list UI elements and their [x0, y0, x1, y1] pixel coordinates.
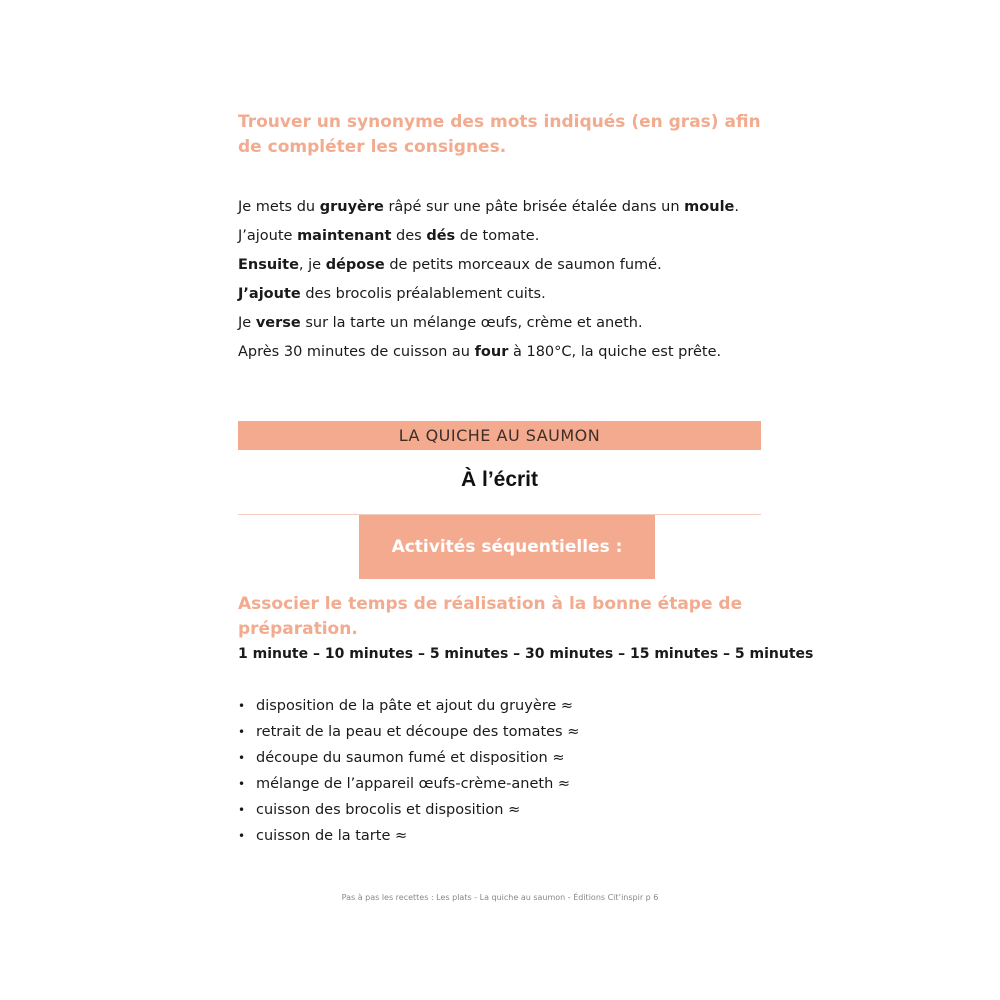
sentence-row [238, 196, 798, 225]
bold-word: Ensuite [238, 257, 299, 273]
sentence-text: sur la tarte un mélange œufs, crème et aneth. [300, 315, 643, 331]
exercise2-instruction: Associer le temps de réalisation à la bonne étape de préparation. [238, 594, 743, 639]
bullet-icon: • [238, 803, 246, 817]
bold-word: maintenant [297, 228, 392, 244]
section-title-box: Activités séquentielles : [359, 515, 655, 579]
step-item [238, 773, 579, 799]
exercise1-instruction: Trouver un synonyme des mots indiqués (en gras) afin de compléter les consignes. [238, 112, 761, 157]
step-text: disposition de la pâte et ajout du gruyère ≈ [256, 698, 574, 714]
step-item [238, 747, 579, 773]
sentence-row [238, 341, 798, 370]
sentence-row [238, 312, 798, 341]
sentence-text: Je [238, 315, 256, 331]
sentence-text: . [734, 199, 739, 215]
step-item [238, 825, 579, 851]
bold-word: dépose [325, 257, 385, 273]
bullet-icon: • [238, 777, 246, 791]
step-item [238, 721, 579, 747]
sentence-row [238, 225, 798, 254]
page-subtitle: À l’écrit [460, 468, 539, 491]
step-text: mélange de l’appareil œufs-crème-aneth ≈ [256, 776, 571, 792]
step-text: découpe du saumon fumé et disposition ≈ [256, 750, 565, 766]
steps-list [238, 695, 579, 851]
exercise1-sentences [238, 196, 798, 370]
bullet-icon: • [238, 699, 246, 713]
sentence-text: Je mets du [238, 199, 320, 215]
sentence-row [238, 254, 798, 283]
sentence-text: râpé sur une pâte brisée étalée dans un [383, 199, 685, 215]
recipe-banner: LA QUICHE AU SAUMON [238, 421, 761, 450]
bold-word: gruyère [319, 199, 384, 215]
bold-word: J’ajoute [238, 286, 301, 302]
sentence-text: des [391, 228, 427, 244]
sentence-text: des brocolis préalablement cuits. [300, 286, 546, 302]
bold-word: moule [684, 199, 735, 215]
step-item [238, 799, 579, 825]
sentence-text: J’ajoute [238, 228, 298, 244]
step-item [238, 695, 579, 721]
bullet-icon: • [238, 829, 246, 843]
step-text: cuisson de la tarte ≈ [256, 828, 408, 844]
sentence-text: de petits morceaux de saumon fumé. [384, 257, 662, 273]
bullet-icon: • [238, 751, 246, 765]
bold-word: verse [255, 315, 301, 331]
sentence-row [238, 283, 798, 312]
step-text: retrait de la peau et découpe des tomates ≈ [256, 724, 580, 740]
times-list: 1 minute – 10 minutes – 5 minutes – 30 minutes – 15 minutes – 5 minutes [238, 646, 814, 662]
bold-word: four [474, 344, 509, 360]
bold-word: dés [426, 228, 456, 244]
page-footer: Pas à pas les recettes : Les plats - La quiche au saumon - Éditions Cit’inspir p 6 [341, 893, 659, 902]
sentence-text: de tomate. [455, 228, 540, 244]
bullet-icon: • [238, 725, 246, 739]
step-text: cuisson des brocolis et disposition ≈ [256, 802, 521, 818]
sentence-text: à 180°C, la quiche est prête. [508, 344, 722, 360]
sentence-text: Après 30 minutes de cuisson au [238, 344, 475, 360]
sentence-text: , je [298, 257, 326, 273]
